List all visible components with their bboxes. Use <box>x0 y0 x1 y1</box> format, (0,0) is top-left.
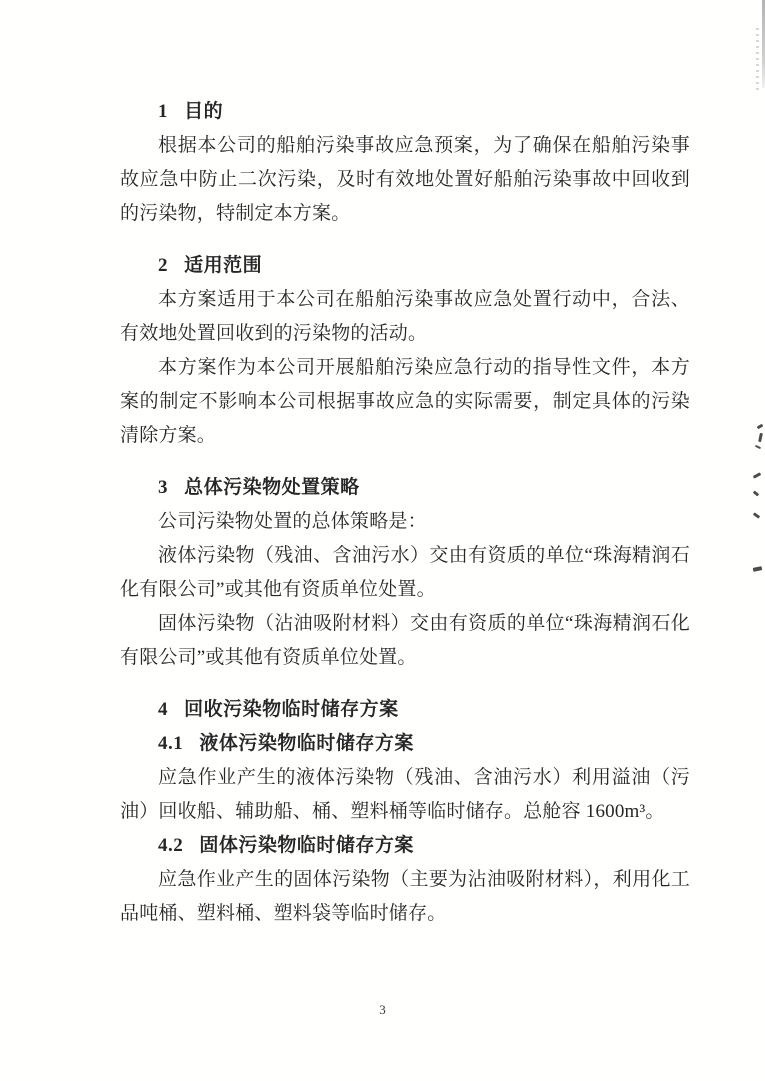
paragraph: 根据本公司的船舶污染事故应急预案，为了确保在船舶污染事故应急中防止二次污染，及时有效地处置好船舶污染事故中回收到的污染物，特制定本方案。 <box>120 135 690 224</box>
section-heading-4-2 <box>120 829 690 863</box>
section-heading-3 <box>120 471 690 505</box>
page-number: 3 <box>379 1002 386 1017</box>
scan-edge-dots <box>756 28 759 90</box>
scan-ink-mark <box>755 445 761 449</box>
section-number: 1 <box>158 101 168 122</box>
section-number: 4 <box>158 699 168 720</box>
paragraph: 应急作业产生的液体污染物（残油、含油污水）利用溢油（污油）回收船、辅助船、桶、塑料桶等临时储存。总舱容 1600m³。 <box>120 767 690 822</box>
scan-ink-mark <box>753 490 760 496</box>
section-title: 液体污染物临时储存方案 <box>199 733 414 754</box>
section-title: 目的 <box>184 101 224 122</box>
section-heading-1 <box>120 95 690 129</box>
scan-ink-mark <box>753 512 760 518</box>
section-title: 适用范围 <box>184 255 263 276</box>
document-body <box>120 95 690 931</box>
paragraph: 应急作业产生的固体污染物（主要为沾油吸附材料），利用化工品吨桶、塑料桶、塑料袋等临时储存。 <box>120 869 690 924</box>
section-title: 固体污染物临时储存方案 <box>199 835 414 856</box>
section-number: 4.2 <box>158 835 184 856</box>
section-title: 总体污染物处置策略 <box>184 477 360 498</box>
scan-ink-mark <box>753 566 763 572</box>
scan-ink-mark <box>753 472 761 478</box>
paragraph: 固体污染物（沾油吸附材料）交由有资质的单位“珠海精润石化有限公司”或其他有资质单位处置。 <box>120 613 690 668</box>
scan-ink-mark <box>758 433 763 442</box>
paragraph: 本方案作为本公司开展船舶污染应急行动的指导性文件，本方案的制定不影响本公司根据事故应急的实际需要，制定具体的污染清除方案。 <box>120 357 690 446</box>
section-heading-4 <box>120 693 690 727</box>
section-heading-2 <box>120 249 690 283</box>
scan-ink-mark <box>757 424 764 430</box>
section-heading-4-1 <box>120 727 690 761</box>
section-title: 回收污染物临时储存方案 <box>184 699 399 720</box>
section-number: 2 <box>158 255 168 276</box>
paragraph: 公司污染物处置的总体策略是： <box>158 511 427 532</box>
section-number: 4.1 <box>158 733 184 754</box>
paragraph: 液体污染物（残油、含油污水）交由有资质的单位“珠海精润石化有限公司”或其他有资质单位处置。 <box>120 545 690 600</box>
paragraph: 本方案适用于本公司在船舶污染事故应急处置行动中，合法、有效地处置回收到的污染物的活动。 <box>120 289 690 344</box>
section-number: 3 <box>158 477 168 498</box>
